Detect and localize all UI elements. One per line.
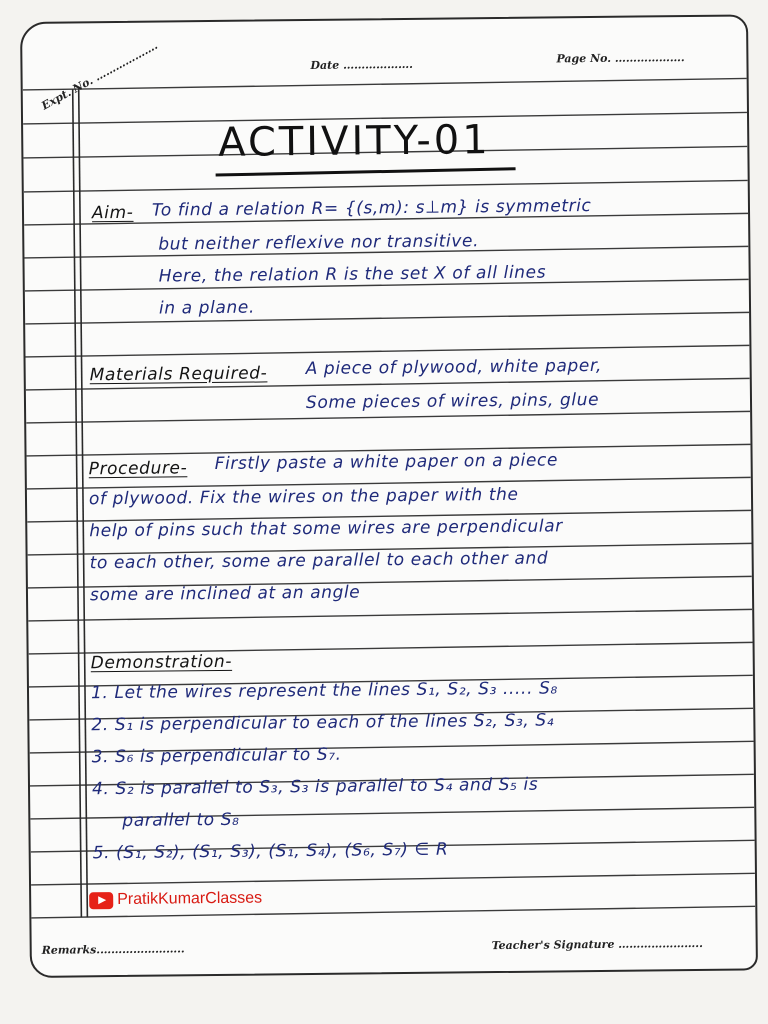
procedure-line-1: Firstly paste a white paper on a piece (214, 450, 559, 474)
procedure-line-5: some are inclined at an angle (89, 582, 361, 606)
aim-line-2: but neither reflexive nor transitive. (158, 231, 480, 255)
aim-line-1: To find a relation R= {(s,m): s⊥m} is symmetric (151, 196, 592, 221)
demo-line-4: 4. S₂ is parallel to S₃, S₃ is parallel to S₄ and S₅ is (91, 774, 539, 800)
demo-line-6: 5. (S₁, S₂), (S₁, S₃), (S₁, S₄), (S₆, S₇) ∈ R (92, 839, 449, 864)
demo-line-3: 3. S₆ is perpendicular to S₇. (91, 744, 342, 768)
teacher-signature-label: Teacher's Signature ………………….. (491, 936, 703, 953)
procedure-line-2: of plywood. Fix the wires on the paper with the (88, 484, 519, 510)
date-label: Date ………………. (310, 57, 413, 72)
demo-line-2: 2. S₁ is perpendicular to each of the lines S₂, S₃, S₄ (91, 710, 555, 736)
aim-line-4: in a plane. (158, 297, 256, 319)
procedure-label: Procedure- (88, 458, 188, 480)
remarks-label: Remarks.………………….. (41, 942, 185, 957)
procedure-line-3: help of pins such that some wires are perpendicular (89, 516, 563, 542)
page-header (22, 38, 746, 113)
page-title: ACTIVITY-01 (218, 117, 491, 166)
notebook-page (20, 14, 758, 978)
materials-label: Materials Required- (89, 363, 268, 386)
channel-name: PratikKumarClasses (117, 889, 263, 909)
expt-no-label: Expt. No. ………………. (39, 38, 160, 113)
demo-line-1: 1. Let the wires represent the lines S₁, S₂, S₃ ..... S₈ (90, 678, 558, 704)
aim-line-3: Here, the relation R is the set X of all lines (158, 262, 547, 287)
materials-line-1: A piece of plywood, white paper, (305, 355, 603, 380)
demonstration-label: Demonstration- (90, 651, 233, 674)
channel-watermark (89, 890, 262, 910)
page-no-label: Page No. ………………. (556, 51, 685, 66)
youtube-icon (89, 892, 113, 909)
demo-line-5: parallel to S₈ (122, 809, 240, 831)
aim-label: Aim- (91, 202, 134, 224)
procedure-line-4: to each other, some are parallel to each other and (89, 548, 549, 574)
materials-line-2: Some pieces of wires, pins, glue (305, 389, 600, 414)
